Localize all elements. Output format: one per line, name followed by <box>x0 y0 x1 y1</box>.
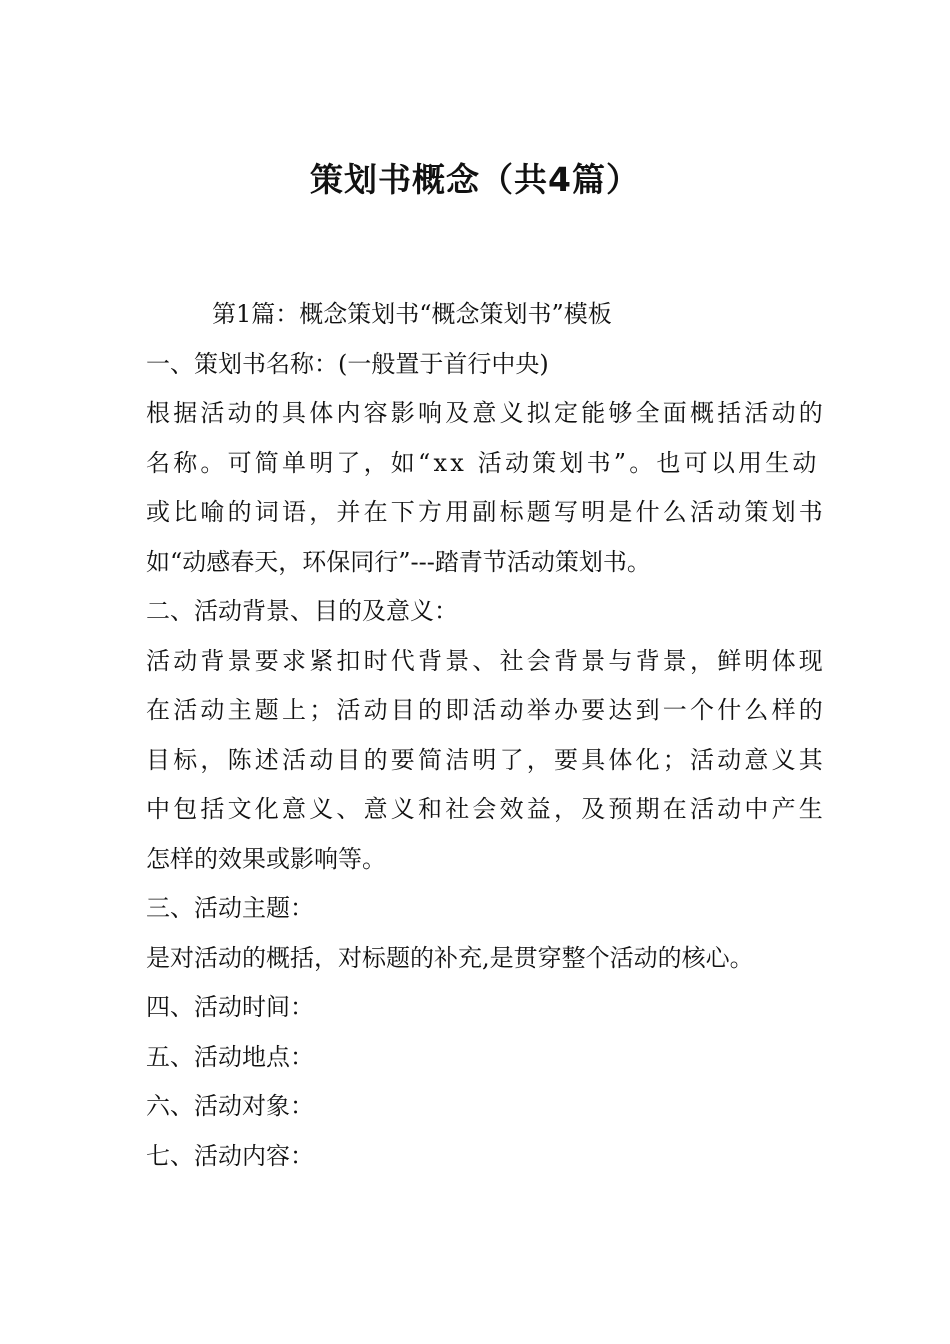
body-line: 中包括文化意义、意义和社会效益，及预期在活动中产生 <box>146 795 826 823</box>
document-title: 策划书概念（共4篇） <box>310 160 640 199</box>
body-line: 三、活动主题： <box>146 894 314 922</box>
body-line: 活动背景要求紧扣时代背景、社会背景与背景，鲜明体现 <box>146 646 826 675</box>
body-line: 根据活动的具体内容影响及意义拟定能够全面概括活动的 <box>146 399 826 427</box>
body-line: 一、策划书名称：(一般置于首行中央) <box>146 349 549 378</box>
document-body <box>146 290 826 1181</box>
body-line: 如“动感春天，环保同行”---踏青节活动策划书。 <box>146 547 651 576</box>
body-line: 七、活动内容： <box>146 1141 314 1170</box>
body-line: 二、活动背景、目的及意义： <box>146 597 458 625</box>
body-line: 或比喻的词语，并在下方用副标题写明是什么活动策划书 <box>146 498 826 526</box>
body-line: 是对活动的概括，对标题的补充,是贯穿整个活动的核心。 <box>146 943 754 972</box>
body-line: 怎样的效果或影响等。 <box>146 844 386 873</box>
section-heading-part-1: 第1篇：概念策划书“概念策划书”模板 <box>212 300 612 328</box>
body-line: 四、活动时间： <box>146 993 314 1021</box>
body-line: 名称。可简单明了，如“xx 活动策划书”。也可以用生动 <box>146 448 820 477</box>
body-line: 在活动主题上；活动目的即活动举办要达到一个什么样的 <box>146 696 826 724</box>
body-line: 目标，陈述活动目的要简洁明了，要具体化；活动意义其 <box>146 745 826 774</box>
body-line: 六、活动对象： <box>146 1092 314 1120</box>
body-line: 五、活动地点： <box>146 1042 314 1071</box>
